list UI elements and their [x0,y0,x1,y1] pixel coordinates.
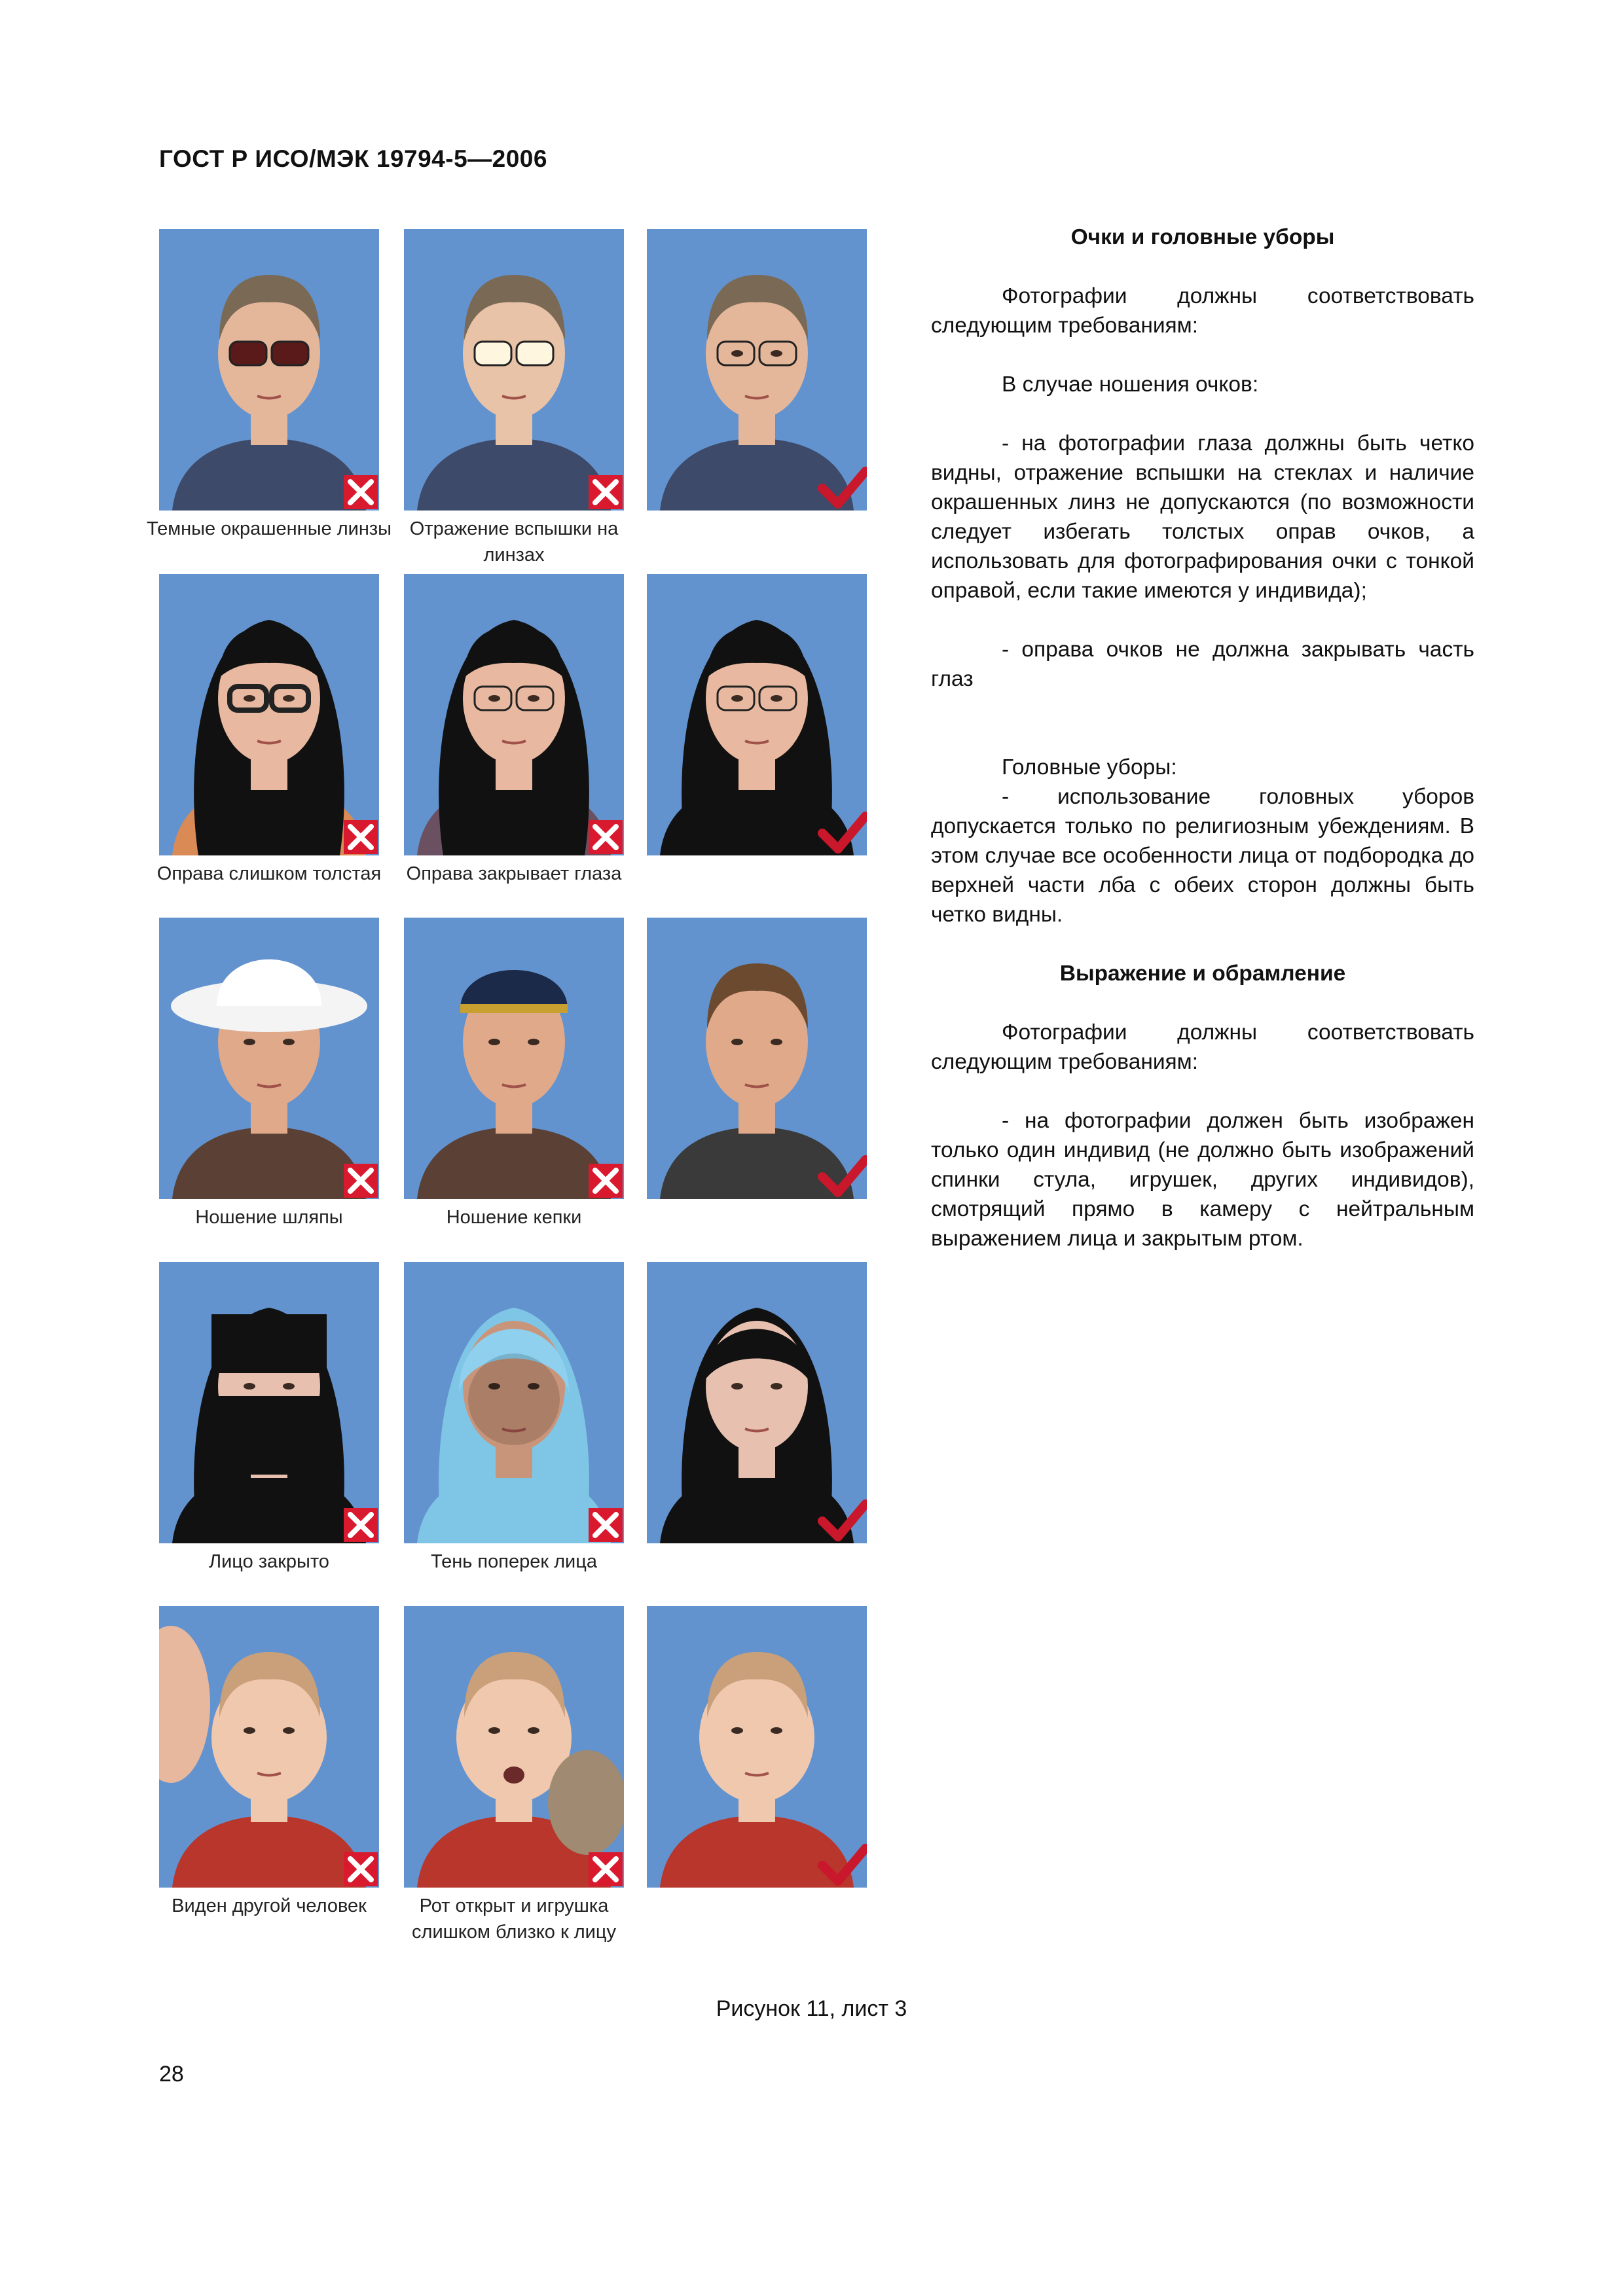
portrait-illustration [159,229,379,511]
portrait-illustration [159,1606,379,1888]
portrait-photo [159,1606,379,1888]
portrait-illustration [159,918,379,1199]
cross-icon [589,475,623,509]
portrait-illustration [404,918,624,1199]
paragraph: - на фотографии должен быть изображен только один индивид (не должно быть изображений спинки стула, игрушек, других индивидов), смотрящий прямо в камеру с нейтральным выражением лица и закрытым ртом. [931,1109,1474,1251]
portrait-illustration [404,229,624,511]
portrait-photo [404,229,624,511]
portrait-photo [404,574,624,855]
portrait-photo [647,1606,867,1888]
portrait-photo [647,229,867,511]
page-number: 28 [159,2062,184,2087]
photo-caption: Оправа закрывает глаза [406,863,622,884]
paragraph: Головные уборы: [1002,755,1177,780]
paragraph: В случае ношения очков: [1002,372,1259,397]
photo-caption: Тень поперек лица [431,1551,597,1572]
photo-caption: Виден другой человек [172,1895,367,1916]
portrait-illustration [647,574,867,855]
portrait-photo [159,229,379,511]
document-header: ГОСТ Р ИСО/МЭК 19794-5—2006 [159,145,547,172]
portrait-photo [159,918,379,1199]
portrait-photo [647,918,867,1199]
paragraph: - использование головных уборов допускается только по религиозным убеждениям. В этом случае все особенности лица от подбородка до верхней части лба с обеих сторон должны быть четко видны. [931,785,1474,927]
paragraph: - на фотографии глаза должны быть четко видны, отражение вспышки на стеклах и наличие окрашенных линз не допускаются (по возможности следует избегать толстых оправ очков, а использовать для фотографирования очки с тонкой оправой, если такие имеются у индивида); [931,431,1474,603]
portrait-illustration [404,574,624,855]
section-heading-expression: Выражение и обрамление [1059,961,1346,986]
cross-icon [344,475,378,509]
portrait-illustration [404,1262,624,1543]
paragraph: - оправа очков не должна закрывать часть глаз [931,637,1474,691]
photo-caption: Ношение кепки [446,1207,582,1228]
cross-icon [344,820,378,854]
portrait-illustration [647,1262,867,1543]
photo-caption: Оправа слишком толстая [156,863,382,884]
photo-caption: Ношение шляпы [195,1207,343,1228]
photo-caption: Рот открыт и игрушка слишком близко к лицу [412,1895,616,1943]
cross-icon [344,1164,378,1198]
cross-icon [589,1508,623,1542]
portrait-photo [404,918,624,1199]
photo-caption: Отражение вспышки на линзах [409,518,619,565]
portrait-illustration [647,229,867,511]
portrait-illustration [647,918,867,1199]
portrait-illustration [404,1606,624,1888]
portrait-illustration [159,1262,379,1543]
cross-icon [344,1852,378,1886]
paragraph: Фотографии должны соответствовать следующим требованиям: [931,1020,1474,1074]
portrait-photo [647,574,867,855]
cross-icon [344,1508,378,1542]
portrait-illustration [647,1606,867,1888]
photo-caption: Темные окрашенные линзы [147,518,392,539]
figure-caption: Рисунок 11, лист 3 [716,1996,907,2021]
portrait-photo [159,574,379,855]
section-heading-glasses: Очки и головные уборы [1070,225,1335,249]
paragraph: Фотографии должны соответствовать следующим требованиям: [931,284,1474,338]
cross-icon [589,1852,623,1886]
portrait-photo [647,1262,867,1543]
cross-icon [589,1164,623,1198]
cross-icon [589,820,623,854]
portrait-illustration [159,574,379,855]
portrait-photo [404,1606,624,1888]
portrait-photo [159,1262,379,1543]
text-column [931,223,1474,1253]
photo-caption: Лицо закрыто [209,1551,329,1572]
portrait-photo [404,1262,624,1543]
